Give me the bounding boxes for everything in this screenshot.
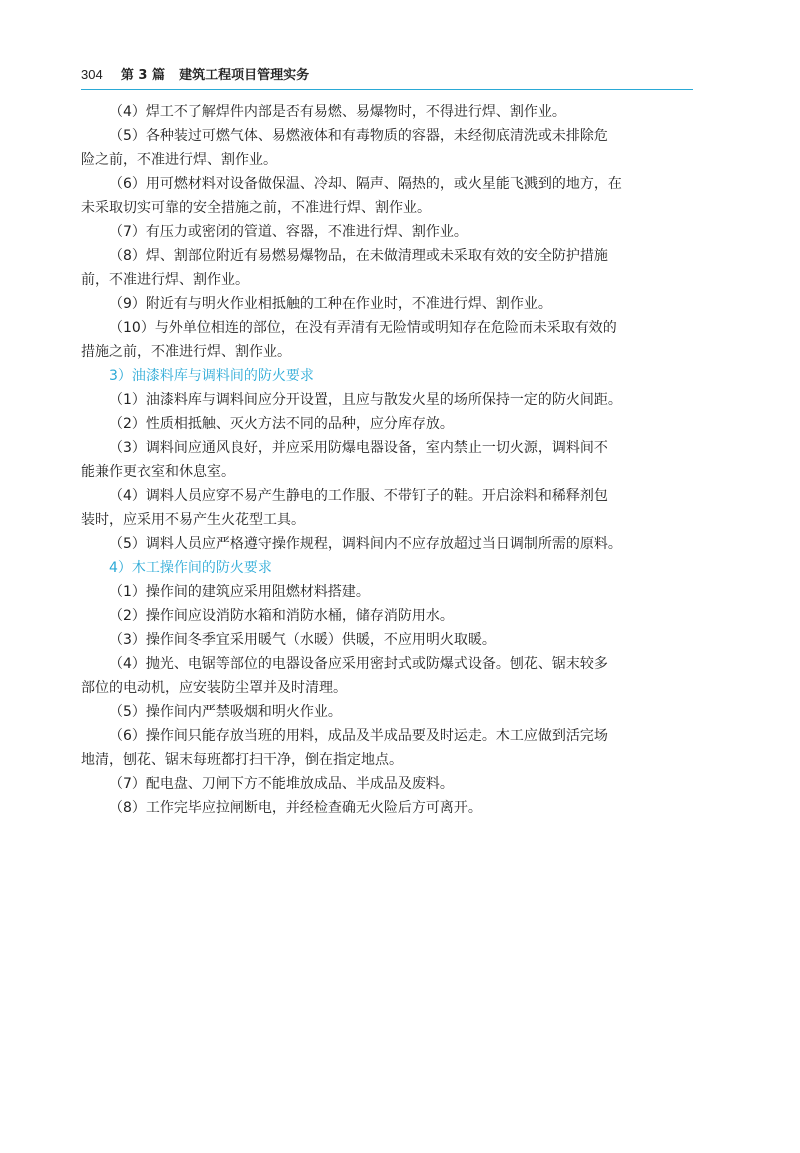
section-subheading <box>81 556 693 580</box>
text-line: 未采取切实可靠的安全措施之前，不准进行焊、割作业。 <box>81 200 431 216</box>
paragraph <box>81 172 693 220</box>
part-label: 第 3 篇 <box>120 68 165 83</box>
paragraph <box>81 628 693 652</box>
paragraph <box>81 604 693 628</box>
text-line: （5）各种装过可燃气体、易燃液体和有毒物质的容器，未经彻底清洗或未排除危 <box>109 128 608 144</box>
running-header <box>81 64 721 86</box>
text-line: （7）配电盘、刀闸下方不能堆放成品、半成品及废料。 <box>109 776 454 792</box>
text-line: （4）焊工不了解焊件内部是否有易燃、易爆物时，不得进行焊、割作业。 <box>109 104 566 120</box>
paragraph <box>81 412 693 436</box>
text-line: （9）附近有与明火作业相抵触的工种在作业时，不准进行焊、割作业。 <box>109 296 552 312</box>
text-line: （3）操作间冬季宜采用暖气（水暖）供暖，不应用明火取暖。 <box>109 632 496 648</box>
text-line: 部位的电动机，应安装防尘罩并及时清理。 <box>81 680 347 696</box>
text-line: （8）焊、割部位附近有易燃易爆物品，在未做清理或未采取有效的安全防护措施 <box>109 248 608 264</box>
section-subheading <box>81 364 693 388</box>
text-line: （5）操作间内严禁吸烟和明火作业。 <box>109 704 342 720</box>
chapter-title: 建筑工程项目管理实务 <box>179 68 310 83</box>
text-line: 措施之前，不准进行焊、割作业。 <box>81 344 291 360</box>
paragraph <box>81 124 693 172</box>
text-line: （8）工作完毕应拉闸断电，并经检查确无火险后方可离开。 <box>109 800 482 816</box>
paragraph <box>81 292 693 316</box>
text-line: （5）调料人员应严格遵守操作规程，调料间内不应存放超过当日调制所需的原料。 <box>109 536 622 552</box>
text-line: （6）用可燃材料对设备做保温、冷却、隔声、隔热的，或火星能飞溅到的地方，在 <box>109 176 622 192</box>
text-line: 4）木工操作间的防火要求 <box>109 560 272 576</box>
paragraph <box>81 652 693 700</box>
text-line: （10）与外单位相连的部位，在没有弄清有无险情或明知存在危险而未采取有效的 <box>109 320 617 336</box>
page-body <box>81 100 693 820</box>
text-line: （3）调料间应通风良好，并应采用防爆电器设备，室内禁止一切火源，调料间不 <box>109 440 608 456</box>
paragraph <box>81 244 693 292</box>
text-line: （4）抛光、电锯等部位的电器设备应采用密封式或防爆式设备。刨花、锯末较多 <box>109 656 608 672</box>
text-line: 能兼作更衣室和休息室。 <box>81 464 235 480</box>
paragraph <box>81 220 693 244</box>
text-line: 3）油漆料库与调料间的防火要求 <box>109 368 314 384</box>
text-line: （7）有压力或密闭的管道、容器，不准进行焊、割作业。 <box>109 224 468 240</box>
paragraph <box>81 100 693 124</box>
paragraph <box>81 436 693 484</box>
paragraph <box>81 580 693 604</box>
text-line: （4）调料人员应穿不易产生静电的工作服、不带钉子的鞋。开启涂料和稀释剂包 <box>109 488 608 504</box>
text-line: 险之前，不准进行焊、割作业。 <box>81 152 277 168</box>
text-line: （1）操作间的建筑应采用阻燃材料搭建。 <box>109 584 370 600</box>
paragraph <box>81 532 693 556</box>
paragraph <box>81 772 693 796</box>
header-rule <box>81 89 693 90</box>
paragraph <box>81 388 693 412</box>
text-line: （1）油漆料库与调料间应分开设置，且应与散发火星的场所保持一定的防火间距。 <box>109 392 622 408</box>
paragraph <box>81 700 693 724</box>
text-line: （2）性质相抵触、灭火方法不同的品种，应分库存放。 <box>109 416 454 432</box>
page-number: 304 <box>81 67 103 82</box>
paragraph <box>81 484 693 532</box>
paragraph <box>81 724 693 772</box>
paragraph <box>81 316 693 364</box>
text-line: （2）操作间应设消防水箱和消防水桶，储存消防用水。 <box>109 608 454 624</box>
text-line: （6）操作间只能存放当班的用料，成品及半成品要及时运走。木工应做到活完场 <box>109 728 608 744</box>
paragraph <box>81 796 693 820</box>
text-line: 地清，刨花、锯末每班都打扫干净，倒在指定地点。 <box>81 752 403 768</box>
text-line: 装时，应采用不易产生火花型工具。 <box>81 512 305 528</box>
text-line: 前，不准进行焊、割作业。 <box>81 272 249 288</box>
